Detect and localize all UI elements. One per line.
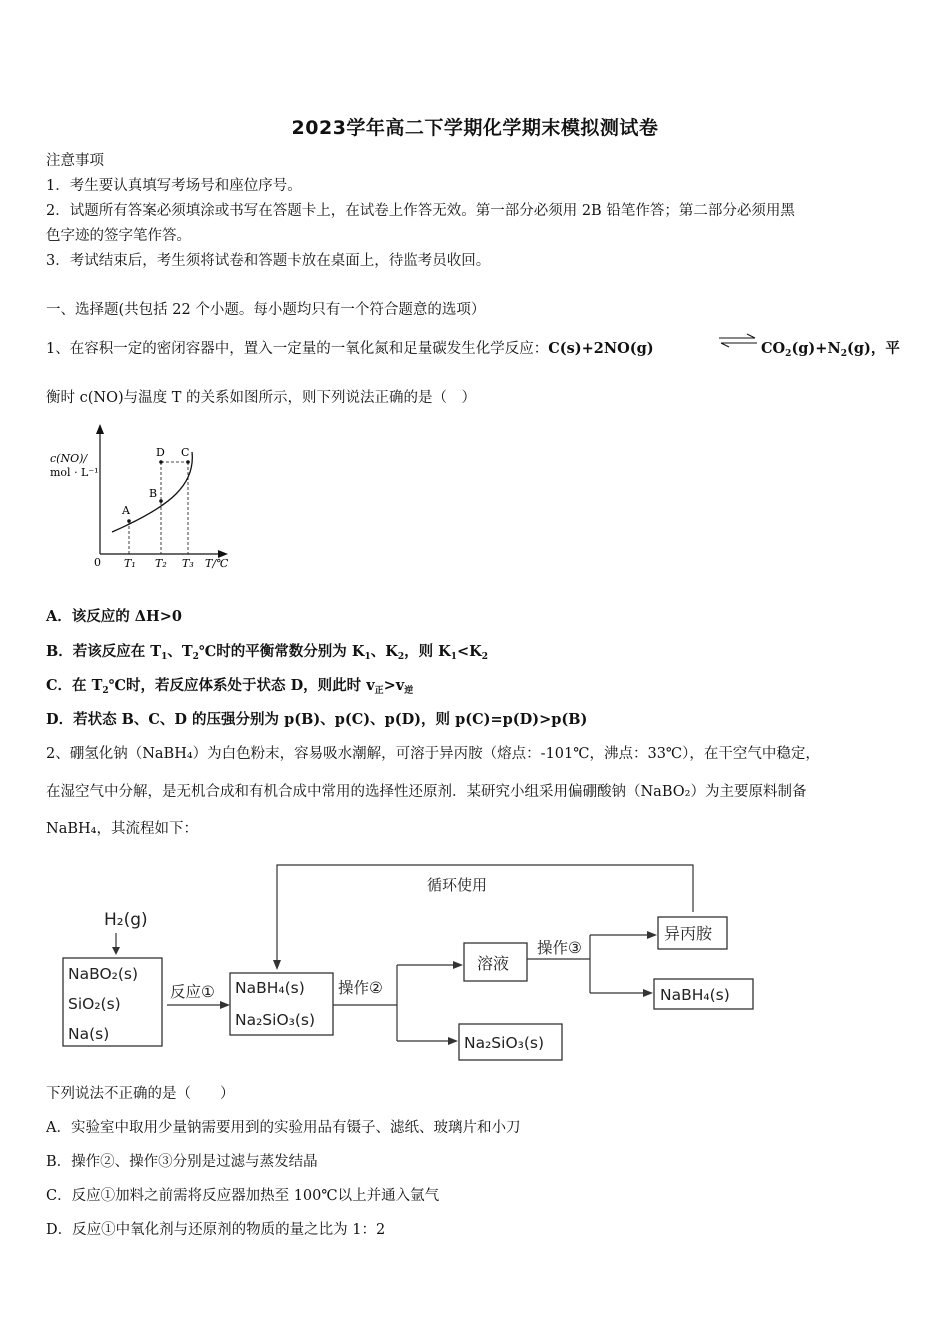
intermediate: Na₂SiO₃(s) [235,1011,316,1029]
q1-equation-products: $CO_2(g)+N_2(g)$，平 [761,340,900,359]
na2sio3-label: Na₂SiO₃(s) [464,1034,545,1052]
notice-item: 3．考试结束后，考生须将试卷和答题卡放在桌面上，待监考员收回。 [46,253,491,269]
page-title: 2023学年高二下学期化学期末模拟测试卷 [291,117,659,139]
section-heading: 一、选择题(共包括 22 个小题。每小题均只有一个符合题意的选项） [46,302,486,318]
to-solution-arrow-icon [453,961,463,969]
q2-option-b: B．操作②、操作③分别是过滤与蒸发结晶 [46,1154,318,1170]
point-d [159,460,163,464]
tick-t1: T₁ [124,557,136,570]
to-na2sio3-arrow-icon [448,1037,458,1045]
notice-heading: 注意事项 [46,153,104,169]
q2-stem-line1: 2、硼氢化钠（NaBH₄）为白色粉末，容易吸水潮解，可溶于异丙胺（熔点：-101℃，沸点：33℃），在干空气中稳定， [46,746,820,762]
step1-arrow-icon [220,1001,230,1009]
reactant: Na(s) [68,1025,110,1043]
label-d: D [156,446,165,459]
q1-option-b: B．若该反应在 $T_1$、$T_2℃$时的平衡常数分别为 $K_1$、$K_2$，则 $K_1<K_2$ [46,643,489,662]
label-b: B [149,487,158,500]
recycle-arrow-icon [273,960,281,970]
q1-stem-cont: 衡时 c(NO)与温度 T 的关系如图所示，则下列说法正确的是（ ） [46,390,477,406]
point-a [127,519,131,523]
tick-t2: T₂ [155,557,167,570]
cno-temperature-graph [44,420,244,580]
y-axis-arrow-icon [96,424,104,434]
q1-option-a: A．该反应的 ΔH>0 [46,608,182,625]
q1-option-d: D．若状态 B、C、D 的压强分别为 p(B)、p(C)、p(D)，则 p(C)=p(D)>p(B) [46,711,588,728]
solution-label: 溶液 [477,954,510,973]
h2-arrow-icon [112,947,120,955]
recycle-label: 循环使用 [427,876,488,894]
intermediate: NaBH₄(s) [235,979,305,997]
notice-item: 1．考生要认真填写考场号和座位序号。 [46,178,302,194]
h2-label: H₂(g) [104,910,148,930]
isopropylamine-label: 异丙胺 [664,924,713,943]
x-unit: T/℃ [205,557,229,570]
y-label-1: c(NO)/ [50,452,88,465]
label-a: A [122,504,130,517]
nabh4-label: NaBH₄(s) [660,986,730,1004]
point-c [186,460,190,464]
q2-option-d: D．反应①中氧化剂与还原剂的物质的量之比为 1：2 [46,1222,386,1238]
notice-item: 2．试题所有答案必须填涂或书写在答题卡上，在试卷上作答无效。第一部分必须用 2B 铅笔作答；第二部分必须用黑 [46,203,795,219]
q2-stem-line3: NaBH₄，其流程如下： [46,821,198,837]
q2-option-a: A．实验室中取用少量钠需要用到的实验用品有镊子、滤纸、玻璃片和小刀 [46,1120,521,1136]
q2-question: 下列说法不正确的是（ ） [46,1086,235,1102]
to-isopropylamine-arrow-icon [647,931,657,939]
y-label-2: mol · L⁻¹ [50,466,99,479]
q2-stem-line2: 在湿空气中分解，是无机合成和有机合成中常用的选择性还原剂．某研究小组采用偏硼酸钠（NaBO₂）为主要原料制备 [46,784,807,800]
q2-option-c: C．反应①加料之前需将反应器加热至 100℃以上并通入氩气 [46,1188,440,1204]
tick-t3: T₃ [182,557,194,570]
step2-label: 操作② [338,979,383,997]
origin-label: 0 [94,556,101,569]
process-flowchart [40,855,780,1070]
reactant: SiO₂(s) [68,995,121,1013]
step3-label: 操作③ [537,939,582,957]
equilibrium-arrow-icon [717,333,759,349]
reactant: NaBO₂(s) [68,965,139,983]
notice-item: 色字迹的签字笔作答。 [46,228,191,244]
q1-option-c: C．在 $T_2℃$时，若反应体系处于状态 D，则此时 $v_正>v_逆$ [46,677,414,696]
point-b [159,499,163,503]
label-c: C [181,446,190,459]
to-nabh4-arrow-icon [643,989,653,997]
q1-stem: 1、在容积一定的密闭容器中，置入一定量的一氧化氮和足量碳发生化学反应：C(s)+2NO(g) [46,340,654,357]
step1-label: 反应① [170,983,215,1001]
